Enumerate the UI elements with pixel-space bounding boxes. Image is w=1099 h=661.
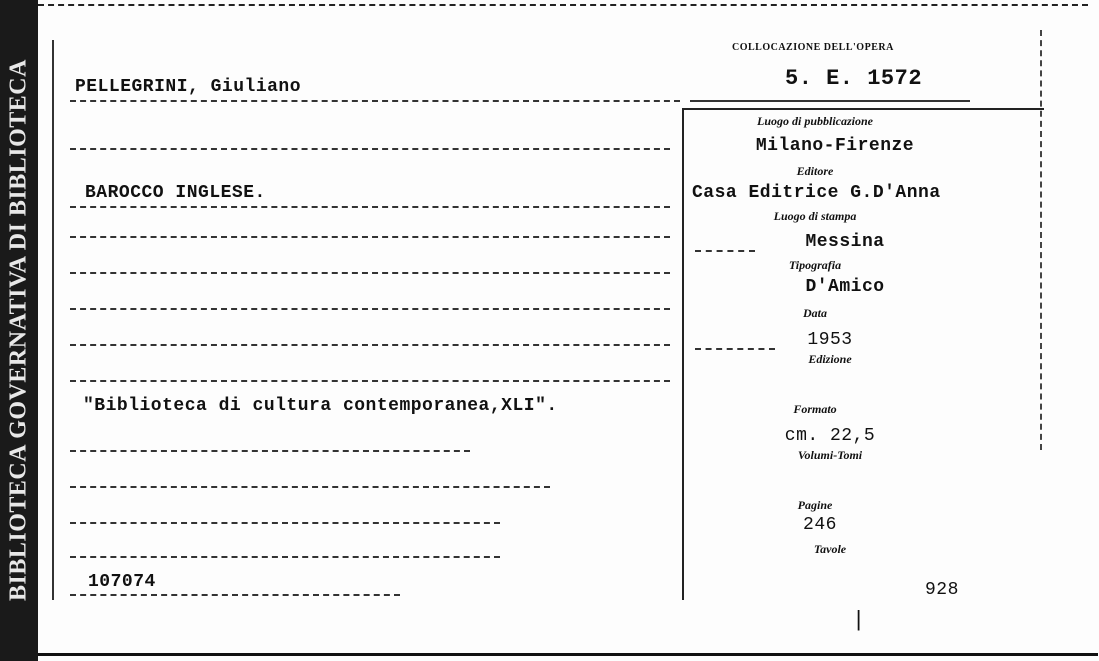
ruled-line [695,250,755,252]
shelfmark-underline [690,100,970,102]
place-of-printing: Messina [805,232,885,252]
plates-label: Tavole [813,542,847,556]
printer-label: Tipografia [788,258,842,272]
book-title: BAROCCO INGLESE. [85,183,266,203]
edition-label: Edizione [808,352,852,366]
shelfmark-label: COLLOCAZIONE DELL'OPERA [732,42,894,53]
ruled-line [70,450,470,452]
library-side-stamp [0,0,38,661]
place-of-printing-label: Luogo di stampa [773,209,857,223]
pages-label: Pagine [797,498,833,512]
ruled-line [695,348,775,350]
card-border-bottom [38,653,1098,656]
ruled-line [70,236,670,238]
format-label: Formato [793,402,837,416]
date-value: 1953 [807,330,853,350]
shelfmark-value: 5. E. 1572 [785,66,923,91]
ruled-line [70,100,680,102]
ruled-line [70,556,500,558]
series-statement: "Biblioteca di cultura contemporanea,XLI". [83,396,558,416]
handwritten-note: 928 [925,580,959,600]
pencil-mark: | [852,608,866,633]
place-of-publication-label: Luogo di pubblicazione [756,114,873,128]
author-name: PELLEGRINI, Giuliano [75,77,302,97]
place-of-publication: Milano-Firenze [755,136,915,156]
format-value: cm. 22,5 [784,426,876,446]
publisher: Casa Editrice G.D'Anna [692,183,941,203]
ruled-line [70,308,670,310]
ruled-line [70,272,670,274]
date-label: Data [803,306,827,320]
volumes-label: Volumi-Tomi [797,448,863,462]
ruled-line [70,522,500,524]
ruled-line [70,594,400,596]
printer: D'Amico [805,277,885,297]
side-stamp-text: BIBLIOTECA GOVERNATIVA DI BIBLIOTECA [5,59,32,601]
pages-value: 246 [803,515,837,535]
card-margin-line [52,40,54,600]
card-border-top [38,4,1088,6]
ruled-line [70,206,670,208]
ruled-line [70,344,670,346]
publisher-label: Editore [796,164,834,178]
accession-number: 107074 [88,572,156,592]
ruled-line [70,380,670,382]
ruled-line [70,148,670,150]
ruled-line [70,486,550,488]
